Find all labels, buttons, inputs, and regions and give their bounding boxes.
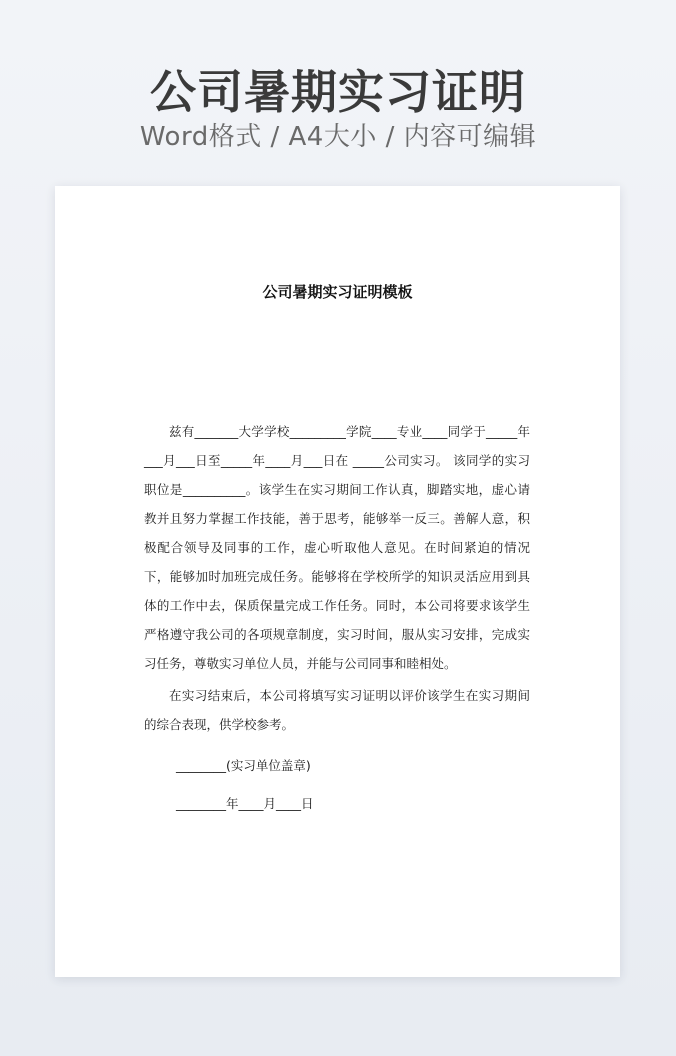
seal-line: ________(实习单位盖章) — [176, 758, 311, 773]
date-line: ________年____月____日 — [176, 796, 314, 811]
paragraph-certificate: 兹有_______大学学校_________学院____专业____同学于_____年___月___日至_____年____月___日在 _____公司实习。 该同学的实习职位是__________。该学生在实习期间工作认真，脚踏实地，虚心请教并且努力掌握工作技能，善于思考，能够举一反三。善解人意，积极配合领导及同事的工作，虚心听取他人意见。在时间紧迫的情况下，能够加时加班完成任务。能够将在学校所学的知识灵活应用到具体的工作中去，保质保量完成工作任务。同时，本公司将要求该学生严格遵守我公司的各项规章制度，实习时间，服从实习安排，完成实习任务，尊敬实习单位人员，并能与公司同事和睦相处。 — [144, 424, 530, 671]
paragraph-evaluation: 在实习结束后，本公司将填写实习证明以评价该学生在实习期间的综合表现，供学校参考。 — [144, 688, 530, 732]
document-page — [55, 186, 620, 977]
page-subtitle: Word格式 / A4大小 / 内容可编辑 — [139, 122, 537, 152]
document-title: 公司暑期实习证明模板 — [262, 283, 413, 301]
page-title: 公司暑期实习证明 — [150, 65, 526, 119]
document-body — [144, 417, 530, 739]
